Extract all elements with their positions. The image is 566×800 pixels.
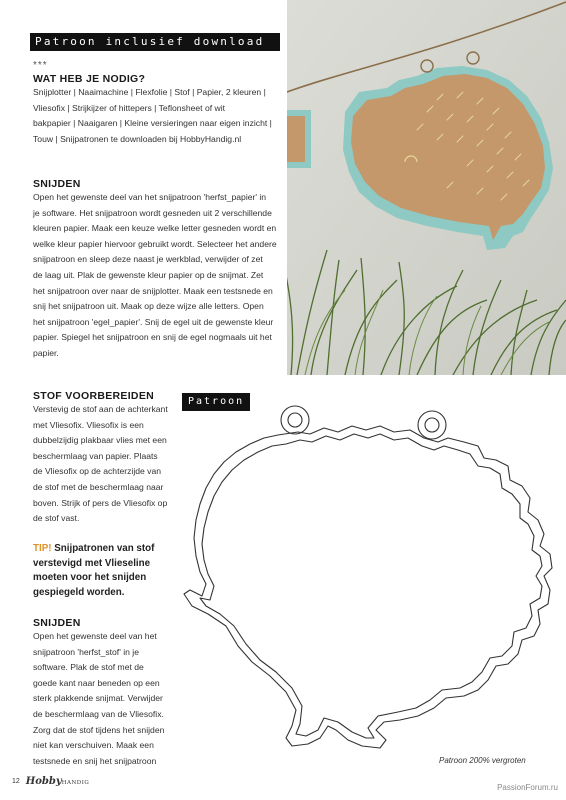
needs-line: Snijplotter | Naaimachine | Flexfolie | Stof | Papier, 2 kleuren | <box>33 87 266 97</box>
cut-paper-line: het snijpatroon 'egel_papier'. Snij de egel uit de gewenste kleur <box>33 316 274 327</box>
cut-fabric-line: goede kant naar beneden op een <box>33 677 160 688</box>
pattern-label: Patroon <box>182 393 250 411</box>
fabric-line: de stof met de beschermlaag naar <box>33 481 164 492</box>
cut-fabric-line: de beschermlaag van de Vliesofix. <box>33 708 164 719</box>
logo-sub: HANDIG <box>61 780 90 786</box>
cut-fabric-line: sterk plakkende snijmat. Verwijder <box>33 693 163 704</box>
fabric-line: Verstevig de stof aan de achterkant <box>33 404 168 414</box>
cut-fabric-text <box>33 629 173 769</box>
hedgehog-garland-photo <box>287 0 566 375</box>
cut-paper-heading: SNIJDEN <box>33 178 81 190</box>
cut-fabric-line: software. Plak de stof met de <box>33 662 144 673</box>
tip-box <box>33 542 173 600</box>
cut-paper-line: je software. Het snijpatroon wordt gesneden uit 2 verschillende <box>33 207 272 218</box>
fabric-text <box>33 402 173 527</box>
garland-illustration <box>287 0 566 375</box>
cut-paper-line: papier. Spiegel het snijpatroon en snij de egel nogmaals uit het <box>33 332 272 343</box>
fabric-line: boven. Strijk of pers de Vliesofix op <box>33 497 168 508</box>
page-number: 12 <box>12 778 20 785</box>
tip-line <box>33 542 173 557</box>
cut-paper-line: het snijpatroon over naar de snijplotter. Maak een testsnede en <box>33 285 273 296</box>
pattern-inner-outline <box>200 434 542 738</box>
cut-paper-line: kleuren papier. Maak een keuze welke letter gesneden wordt en <box>33 223 277 234</box>
fabric-line: beschermlaag van papier. Plaats <box>33 450 158 461</box>
hedgehog-outline-drawing <box>178 400 558 755</box>
needs-line: Touw | Snijpatronen te downloaden bij HobbyHandig.nl <box>33 133 242 144</box>
tip-line: verstevigd met Vlieseline <box>33 557 151 569</box>
hedgehog-pattern <box>178 400 558 760</box>
site-watermark: PassionForum.ru <box>497 783 558 792</box>
needs-text <box>33 85 283 147</box>
needs-section <box>33 73 283 147</box>
fabric-section <box>33 390 173 527</box>
fabric-heading: STOF VOORBEREIDEN <box>33 390 155 402</box>
logo-main: Hobby <box>25 776 62 787</box>
cut-paper-line: Open het gewenste deel van het snijpatroon 'herfst_papier' in <box>33 192 267 202</box>
tip-label: TIP! <box>33 543 52 554</box>
section-banner: Patroon inclusief download <box>30 33 280 51</box>
tip-text-first: Snijpatronen van stof <box>51 543 155 554</box>
cut-fabric-line: niet kan verschuiven. Maak een <box>33 740 154 751</box>
cut-paper-line: welke kleur papier hiervoor gebruikt wordt. Selecteer het andere <box>33 238 277 249</box>
tip-line: gespiegeld worden. <box>33 586 125 598</box>
fabric-line: met Vliesofix. Vliesofix is een <box>33 419 144 430</box>
cut-fabric-section <box>33 617 173 769</box>
fabric-line: de stof vast. <box>33 513 80 524</box>
fabric-line: de Vliesofix op de achterzijde van <box>33 466 162 477</box>
tip-line: moeten voor het snijden <box>33 572 147 583</box>
cut-paper-line: papier. <box>33 347 59 358</box>
cut-fabric-line: Open het gewenste deel van het <box>33 631 157 641</box>
cut-fabric-line: Zorg dat de stof tijdens het snijden <box>33 724 165 735</box>
stars-decoration: *** <box>33 60 48 71</box>
cut-fabric-line: testsnede en snij het snijpatroon <box>33 755 157 766</box>
page-footer <box>12 776 89 787</box>
magazine-logo <box>26 776 89 787</box>
pattern-outer-outline <box>184 426 552 748</box>
cut-fabric-heading: SNIJDEN <box>33 617 81 629</box>
cut-fabric-line: snijpatroon 'herfst_stof' in je <box>33 646 139 657</box>
pattern-caption: Patroon 200% vergroten <box>439 756 526 765</box>
fabric-line: dubbelzijdig plakbaar vlies met een <box>33 435 167 446</box>
needs-heading: WAT HEB JE NODIG? <box>33 73 146 85</box>
needs-line: Vliesofix | Strijkijzer of hittepers | Teflonsheet of wit <box>33 102 226 113</box>
cut-paper-line: de laag uit. Plak de gewenste kleur papier op de snijmat. Zet <box>33 269 264 280</box>
cut-paper-line: snij het snijpatroon uit. Maak op deze wijze alle letters. Open <box>33 301 264 312</box>
cut-paper-text <box>33 190 283 362</box>
cut-paper-line: snijpatroon en sleep deze naast je werkblad, verwijder of zet <box>33 254 263 265</box>
cut-paper-section <box>33 178 283 362</box>
needs-line: bakpapier | Naaigaren | Kleine versieringen naar eigen inzicht | <box>33 118 272 129</box>
